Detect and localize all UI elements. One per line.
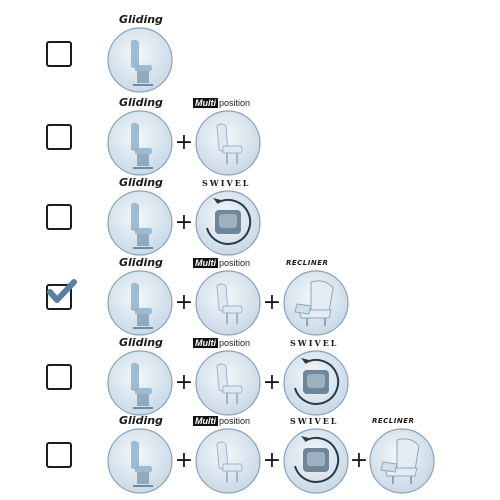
option-checkbox-checked[interactable] (46, 284, 72, 310)
option-row (0, 336, 500, 416)
gliding-label: Gliding (119, 176, 163, 189)
gliding-label: Gliding (119, 96, 163, 109)
option-checkbox[interactable] (46, 442, 72, 468)
plus-icon: + (174, 448, 194, 473)
swivel-label: SWIVEL (202, 178, 251, 188)
multiposition-logo-text: position (219, 98, 251, 108)
option-checkbox[interactable] (46, 124, 72, 150)
plus-icon: + (262, 448, 282, 473)
option-row (0, 176, 500, 256)
multiposition-logo-box: Multi (195, 338, 216, 348)
multiposition-logo-text: position (219, 416, 251, 426)
plus-icon: + (174, 130, 194, 155)
swivel-label: SWIVEL (290, 416, 339, 426)
gliding-icon (105, 426, 175, 496)
multiposition-label (193, 338, 250, 348)
checkmark-icon (44, 278, 78, 308)
multiposition-logo-text: position (219, 338, 251, 348)
gliding-label: Gliding (119, 336, 163, 349)
gliding-label: Gliding (119, 13, 163, 26)
recliner-icon (281, 268, 351, 338)
swivel-icon (281, 348, 351, 418)
option-row (0, 96, 500, 176)
option-checkbox[interactable] (46, 41, 72, 67)
option-row (0, 13, 500, 93)
gliding-icon (105, 268, 175, 338)
plus-icon: + (262, 290, 282, 315)
swivel-label: SWIVEL (290, 338, 339, 348)
multiposition-logo-box: Multi (195, 258, 216, 268)
multiposition-logo-box: Multi (195, 98, 216, 108)
plus-icon: + (174, 370, 194, 395)
option-row (0, 414, 500, 494)
multiposition-icon (193, 108, 263, 178)
multiposition-logo-box: Multi (195, 416, 216, 426)
multiposition-logo-text: position (219, 258, 251, 268)
recliner-label: RECLINER (372, 417, 415, 425)
option-checkbox[interactable] (46, 204, 72, 230)
option-checkbox[interactable] (46, 364, 72, 390)
gliding-icon (105, 348, 175, 418)
swivel-icon (281, 426, 351, 496)
multiposition-icon (193, 426, 263, 496)
plus-icon: + (174, 210, 194, 235)
gliding-icon (105, 108, 175, 178)
recliner-icon (367, 426, 437, 496)
multiposition-label (193, 258, 250, 268)
multiposition-icon (193, 348, 263, 418)
multiposition-label (193, 416, 250, 426)
multiposition-icon (193, 268, 263, 338)
plus-icon: + (262, 370, 282, 395)
gliding-label: Gliding (119, 256, 163, 269)
multiposition-label (193, 98, 250, 108)
swivel-icon (193, 188, 263, 258)
gliding-icon (105, 25, 175, 95)
plus-icon: + (174, 290, 194, 315)
gliding-label: Gliding (119, 414, 163, 427)
recliner-label: RECLINER (286, 259, 329, 267)
option-row (0, 256, 500, 336)
plus-icon: + (349, 448, 369, 473)
gliding-icon (105, 188, 175, 258)
